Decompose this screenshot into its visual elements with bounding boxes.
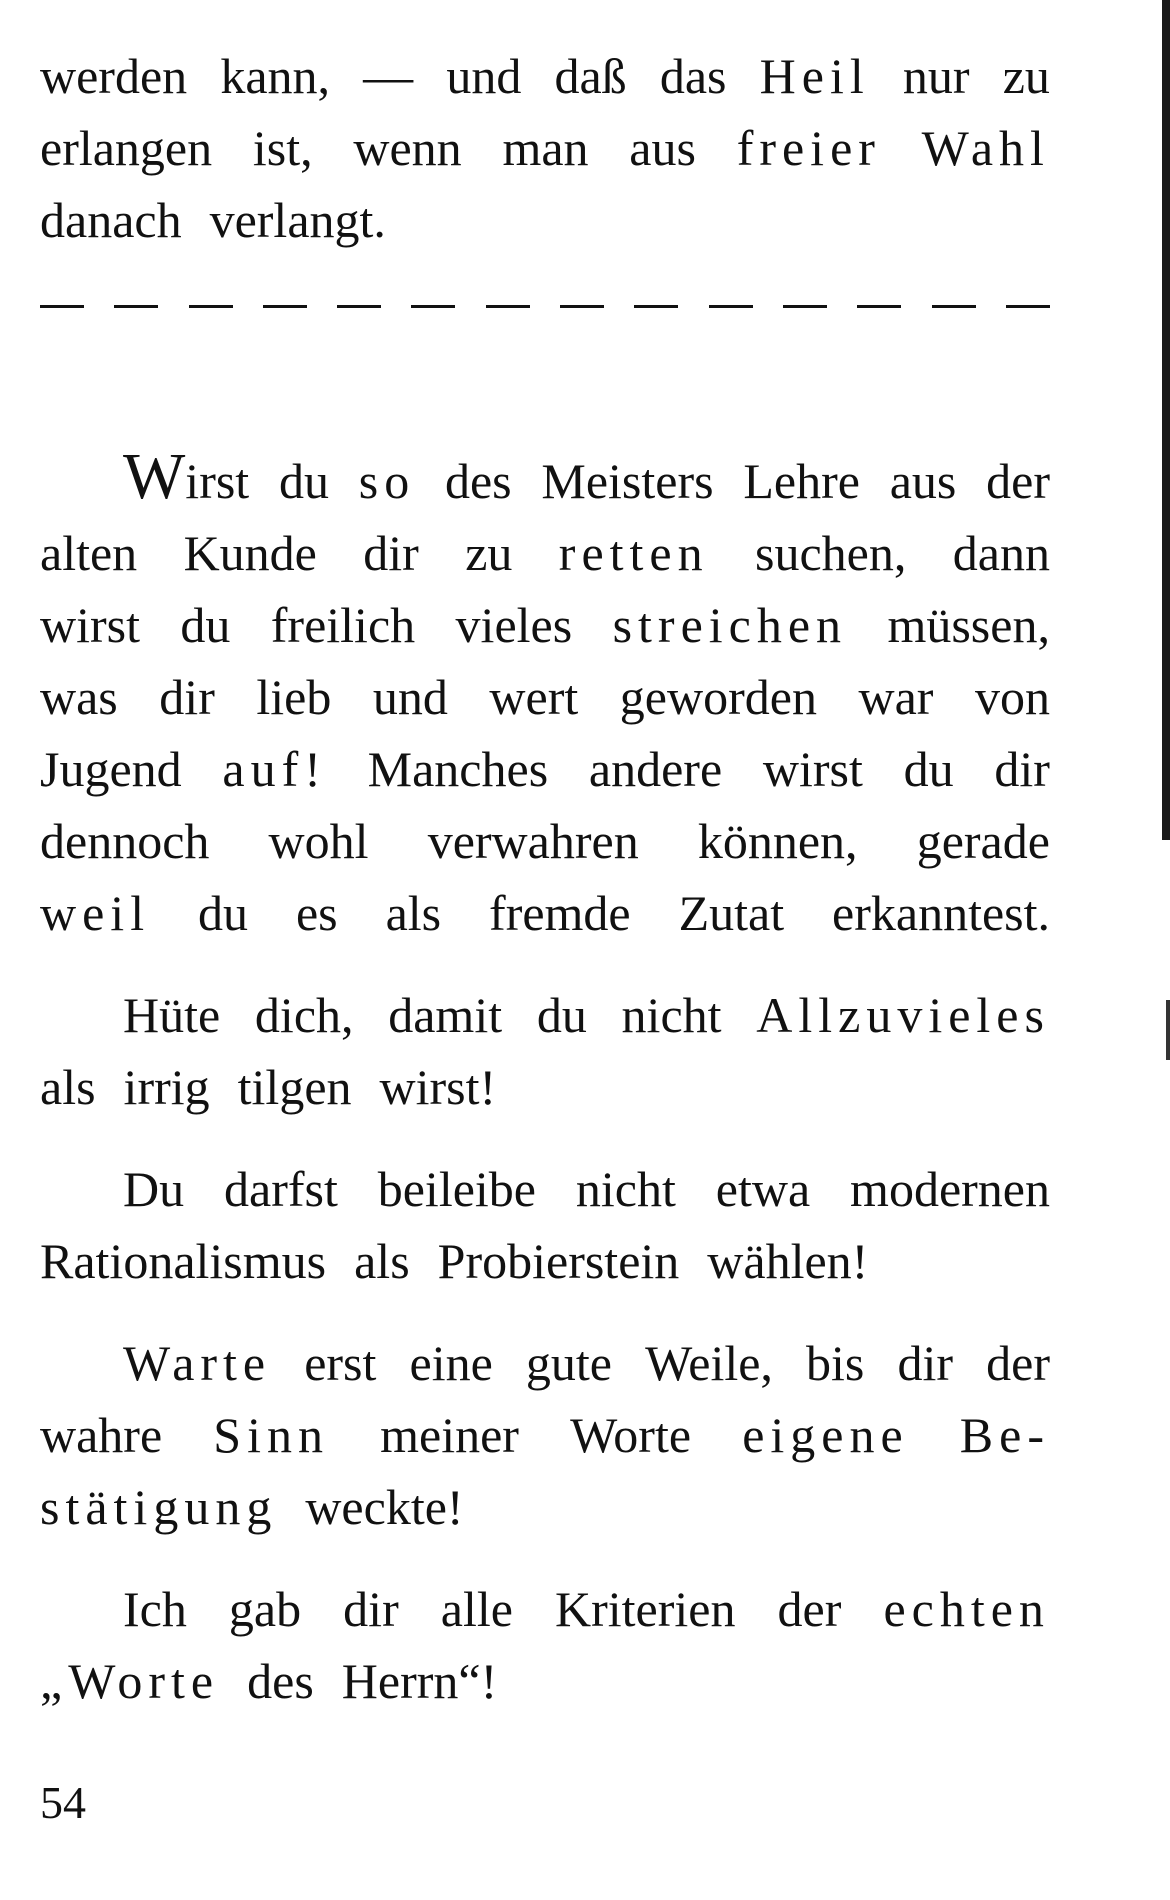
- word: alten: [40, 525, 138, 581]
- word: suchen,: [755, 525, 907, 581]
- word: irrig: [123, 1059, 210, 1115]
- word: Weile,: [645, 1335, 773, 1391]
- word: wählen!: [707, 1233, 869, 1289]
- word: dir: [159, 669, 215, 725]
- word: Allzuvieles: [756, 987, 1050, 1043]
- word: man: [502, 120, 589, 176]
- word: —: [363, 48, 414, 104]
- word: dennoch: [40, 813, 210, 869]
- word: dir: [363, 525, 419, 581]
- drop-cap: W: [123, 440, 186, 513]
- word: Rationalismus: [40, 1233, 327, 1289]
- word: nicht: [575, 1161, 676, 1217]
- word: freilich: [270, 597, 416, 653]
- word: eigene: [742, 1407, 909, 1463]
- word: als: [40, 1059, 96, 1115]
- word: werden: [40, 48, 188, 104]
- dash: [486, 305, 530, 308]
- word: Worte: [570, 1407, 692, 1463]
- word: der: [777, 1581, 842, 1637]
- word: aus: [629, 120, 696, 176]
- text-line: [40, 184, 1050, 256]
- word: du: [198, 885, 249, 941]
- word: gute: [525, 1335, 612, 1391]
- word: streichen: [612, 597, 848, 653]
- word: und: [446, 48, 522, 104]
- word-rest: irst: [185, 453, 250, 509]
- word: du: [180, 597, 231, 653]
- text-line: [40, 979, 1050, 1051]
- text-line: [40, 877, 1050, 949]
- word: darfst: [224, 1161, 338, 1217]
- word: freier: [736, 120, 881, 176]
- text-column: [40, 40, 1050, 256]
- word: Warte: [123, 1335, 272, 1391]
- section-separator: [40, 300, 1050, 312]
- text-line: [40, 1573, 1050, 1645]
- word: andere: [588, 741, 723, 797]
- word: Lehre: [743, 453, 860, 509]
- word: weckte!: [305, 1479, 464, 1535]
- word: du: [903, 741, 954, 797]
- word: verwahren: [427, 813, 639, 869]
- word: fremde: [489, 885, 631, 941]
- text-line: [40, 1153, 1050, 1225]
- word: müssen,: [887, 597, 1050, 653]
- text-line: [40, 733, 1050, 805]
- word: Jugend: [40, 741, 182, 797]
- dash: [1006, 305, 1050, 308]
- word: dir: [343, 1581, 399, 1637]
- word: Wahl: [921, 120, 1050, 176]
- word: alle: [440, 1581, 513, 1637]
- word: Heil: [759, 48, 870, 104]
- word: tilgen: [237, 1059, 352, 1115]
- dash: [114, 305, 158, 308]
- word: daß: [554, 48, 627, 104]
- word: dich,: [254, 987, 354, 1043]
- text-line: [40, 517, 1050, 589]
- paragraph-1: [40, 40, 1050, 256]
- dash: [634, 305, 678, 308]
- word: so: [358, 453, 416, 509]
- word: Kriterien: [555, 1581, 736, 1637]
- word: damit: [388, 987, 503, 1043]
- paragraph-4: [40, 1153, 1050, 1297]
- text-line: [40, 1051, 1050, 1123]
- word: aus: [889, 453, 957, 509]
- text-line: [40, 1399, 1050, 1471]
- word: eine: [409, 1335, 493, 1391]
- text-line: [40, 805, 1050, 877]
- dash: [263, 305, 307, 308]
- word: nur: [902, 48, 970, 104]
- word: bis: [806, 1335, 865, 1391]
- word: Zutat: [678, 885, 785, 941]
- dash: [411, 305, 455, 308]
- word: Du: [123, 1161, 185, 1217]
- dash: [709, 305, 753, 308]
- text-line: [40, 1225, 1050, 1297]
- word: zu: [1002, 48, 1050, 104]
- word: wohl: [268, 813, 369, 869]
- word: Sinn: [213, 1407, 329, 1463]
- word: können,: [697, 813, 858, 869]
- page-edge-mark: [1166, 1000, 1170, 1060]
- text-line: [40, 112, 1050, 184]
- word: meiner: [380, 1407, 519, 1463]
- paragraph-2: [40, 440, 1050, 949]
- word: du: [536, 987, 587, 1043]
- dash: [932, 305, 976, 308]
- word: retten: [558, 525, 709, 581]
- text-line: [40, 1327, 1050, 1399]
- word: wirst: [40, 597, 140, 653]
- word: verlangt.: [209, 192, 386, 248]
- paragraph-3: [40, 979, 1050, 1123]
- word: geworden: [619, 669, 817, 725]
- word: wahre: [40, 1407, 163, 1463]
- text-column-main: [40, 440, 1050, 1717]
- word: auf!: [222, 741, 327, 797]
- word: weil: [40, 885, 151, 941]
- dash: [40, 305, 84, 308]
- word: Meisters: [541, 453, 714, 509]
- word: „Worte: [40, 1653, 220, 1709]
- word: dann: [952, 525, 1050, 581]
- text-line: [40, 1645, 1050, 1717]
- page-edge-shadow: [1162, 0, 1170, 840]
- dash: [337, 305, 381, 308]
- word: erlangen: [40, 120, 213, 176]
- word: von: [974, 669, 1050, 725]
- page-number: 54: [40, 1777, 86, 1828]
- word: dir: [994, 741, 1050, 797]
- word: Manches: [367, 741, 549, 797]
- word: das: [659, 48, 727, 104]
- word: es: [295, 885, 338, 941]
- word: wert: [489, 669, 579, 725]
- word: modernen: [850, 1161, 1050, 1217]
- word: des: [444, 453, 512, 509]
- word: vieles: [455, 597, 573, 653]
- word: wirst!: [379, 1059, 497, 1115]
- dash: [189, 305, 233, 308]
- word: Probierstein: [437, 1233, 680, 1289]
- word: lieb: [256, 669, 332, 725]
- word: stätigung: [40, 1479, 278, 1535]
- word: was: [40, 669, 118, 725]
- word: gab: [228, 1581, 302, 1637]
- word: der: [986, 1335, 1050, 1391]
- word: war: [858, 669, 934, 725]
- word: Herrn“!: [341, 1653, 498, 1709]
- word: du: [278, 453, 329, 509]
- word: erkanntest.: [832, 885, 1050, 941]
- word: beileibe: [377, 1161, 536, 1217]
- text-line: [40, 40, 1050, 112]
- word: kann,: [220, 48, 331, 104]
- paragraph-6: [40, 1573, 1050, 1717]
- text-line: [40, 1471, 1050, 1543]
- word: zu: [465, 525, 513, 581]
- word: nicht: [621, 987, 722, 1043]
- word: Hüte: [123, 987, 221, 1043]
- word: dir: [897, 1335, 954, 1391]
- word: etwa: [715, 1161, 811, 1217]
- dash: [783, 305, 827, 308]
- word: und: [372, 669, 448, 725]
- word: Be-: [959, 1407, 1050, 1463]
- word: als: [385, 885, 442, 941]
- word: echten: [883, 1581, 1050, 1637]
- word: des: [247, 1653, 314, 1709]
- text-line: [40, 440, 1050, 517]
- text-line: [40, 589, 1050, 661]
- dash: [857, 305, 901, 308]
- word: Kunde: [183, 525, 317, 581]
- dash: [560, 305, 604, 308]
- word: erst: [304, 1335, 377, 1391]
- paragraph-5: [40, 1327, 1050, 1543]
- word: der: [986, 453, 1050, 509]
- word: [123, 440, 250, 517]
- word: gerade: [916, 813, 1050, 869]
- word: danach: [40, 192, 182, 248]
- word: ist,: [252, 120, 313, 176]
- word: als: [354, 1233, 410, 1289]
- word: wenn: [353, 120, 462, 176]
- word: wirst: [762, 741, 863, 797]
- word: Ich: [123, 1581, 187, 1637]
- text-line: [40, 661, 1050, 733]
